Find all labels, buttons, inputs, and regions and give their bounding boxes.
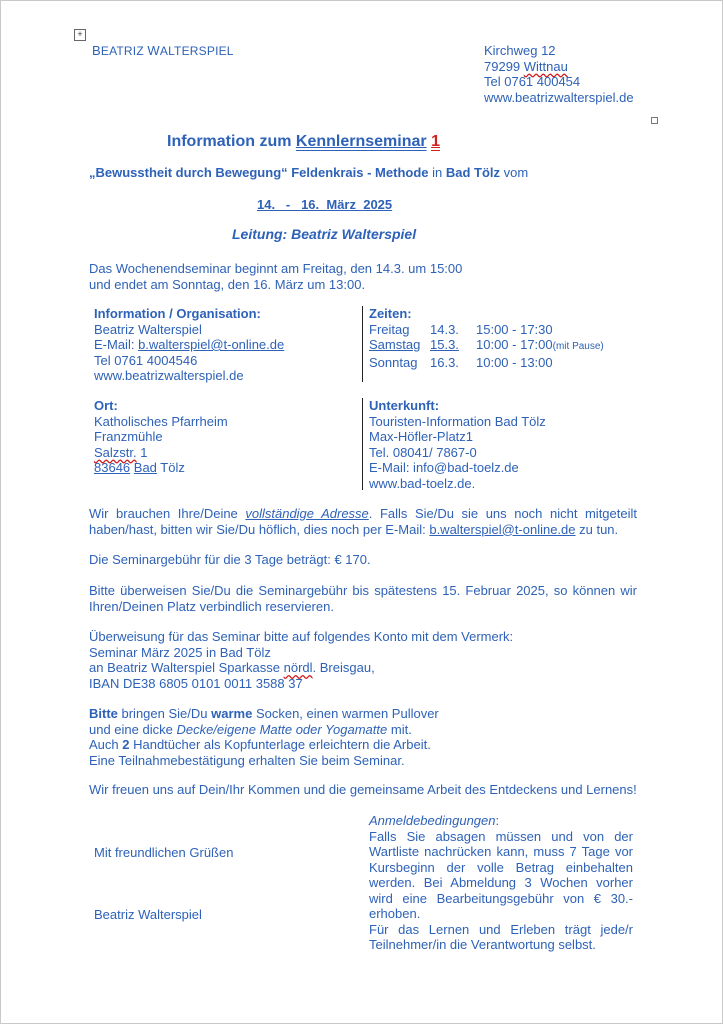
intro-text: Das Wochenendseminar beginnt am Freitag, den 14.3. um 15:00 und endet am Sonntag, den 16. März um 13:00. xyxy=(89,261,463,292)
address-website: www.beatrizwalterspiel.de xyxy=(484,89,634,105)
info-organisation: Information / Organisation: Beatriz Walterspiel E-Mail: b.walterspiel@t-online.de Tel 0761 4004546 www.beatrizwalterspiel.de xyxy=(94,306,285,383)
column-divider xyxy=(362,398,363,490)
document-title: Information zum Kennlernseminar 1 xyxy=(167,133,440,150)
accommodation: Unterkunft: Touristen-Information Bad Tölz Max-Höfler-Platz1 Tel. 08041/ 7867-0 E-Mail: info@bad-toelz.de www.bad-toelz.de. xyxy=(369,398,546,491)
address-street: Kirchweg 12 xyxy=(484,43,556,58)
contact-email-link[interactable]: b.walterspiel@t-online.de xyxy=(429,521,576,537)
sender-address xyxy=(484,43,634,105)
address-city: 79299 Wittnau xyxy=(484,58,568,74)
signature-name: Beatriz Walterspiel xyxy=(94,907,202,922)
closing-paragraph: Wir freuen uns auf Dein/Ihr Kommen und die gemeinsame Arbeit des Entdeckens und Lernens! xyxy=(89,782,637,797)
seminar-subtitle: „Bewusstheit durch Bewegung“ Feldenkrais - Methode in Bad Tölz vom xyxy=(89,165,529,180)
schedule-row: Sonntag 16.3. 10:00 - 13:00 xyxy=(369,354,553,370)
address-phone: Tel 0761 400454 xyxy=(484,74,581,89)
accommodation-heading: Unterkunft: xyxy=(369,398,440,413)
table-move-handle-icon[interactable]: + xyxy=(74,29,86,41)
venue-heading: Ort: xyxy=(94,398,118,413)
fee-paragraph: Die Seminargebühr für die 3 Tage beträgt: € 170. xyxy=(89,552,371,567)
seminar-dates: 14. - 16. März 2025 xyxy=(257,197,393,212)
schedule-row: Samstag 15.3. 10:00 - 17:00(mit Pause) xyxy=(369,337,604,352)
info-heading: Information / Organisation: xyxy=(94,306,261,321)
payment-deadline-paragraph: Bitte überweisen Sie/Du die Seminargebühr bis spätestens 15. Februar 2025, so können wir Ihren/Deinen Platz verbindlich reservieren. xyxy=(89,583,637,614)
registration-conditions: Anmeldebedingungen: Falls Sie absagen müssen und von der Wartliste nachrücken kann, muss 7 Tage vor Kursbeginn der volle Betrag einbehalten werden. Bei Abmeldung 3 Wochen vorher wird eine Bearbeitungsgebühr von € 30.- erhoben. Für das Lernen und Erleben trägt jede/r Teilnehmer/in die Verantwortung selbst. xyxy=(369,813,633,952)
seminar-leader: Leitung: Beatriz Walterspiel xyxy=(232,226,417,242)
what-to-bring: Bitte bringen Sie/Du warme Socken, einen warmen Pullover und eine dicke Decke/eigene Matte oder Yogamatte mit. Auch 2 Handtücher als Kopfunterlage erleichtern die Arbeit. Eine Teilnahmebestätigung erhalten Sie beim Seminar. xyxy=(89,706,439,768)
table-resize-handle[interactable] xyxy=(651,117,658,124)
regards: Mit freundlichen Grüßen xyxy=(94,845,234,860)
sender-name: BEATRIZ WALTERSPIEL xyxy=(92,43,234,58)
address-request-paragraph: Wir brauchen Ihre/Deine vollständige Adresse. Falls Sie/Du sie uns noch nicht mitgeteilt haben/hast, bitten wir Sie/Du höflich, dies noch per E-Mail: b.walterspiel@t-online.de zu tun. xyxy=(89,506,638,537)
venue: Ort: Katholisches Pfarrheim Franzmühle Salzstr. 1 83646 Bad Tölz xyxy=(94,398,228,475)
schedule-row: Freitag 14.3. 15:00 - 17:30 xyxy=(369,321,553,337)
info-email-link[interactable]: b.walterspiel@t-online.de xyxy=(138,337,285,352)
conditions-heading: Anmeldebedingungen xyxy=(369,813,496,828)
schedule-heading: Zeiten: xyxy=(369,306,412,321)
column-divider xyxy=(362,306,363,382)
bank-details: Überweisung für das Seminar bitte auf folgendes Konto mit dem Vermerk: Seminar März 2025 in Bad Tölz an Beatriz Walterspiel Sparkasse nördl. Breisgau, IBAN DE38 6805 0101 0011 3588 37 xyxy=(89,629,514,691)
schedule xyxy=(369,306,604,370)
